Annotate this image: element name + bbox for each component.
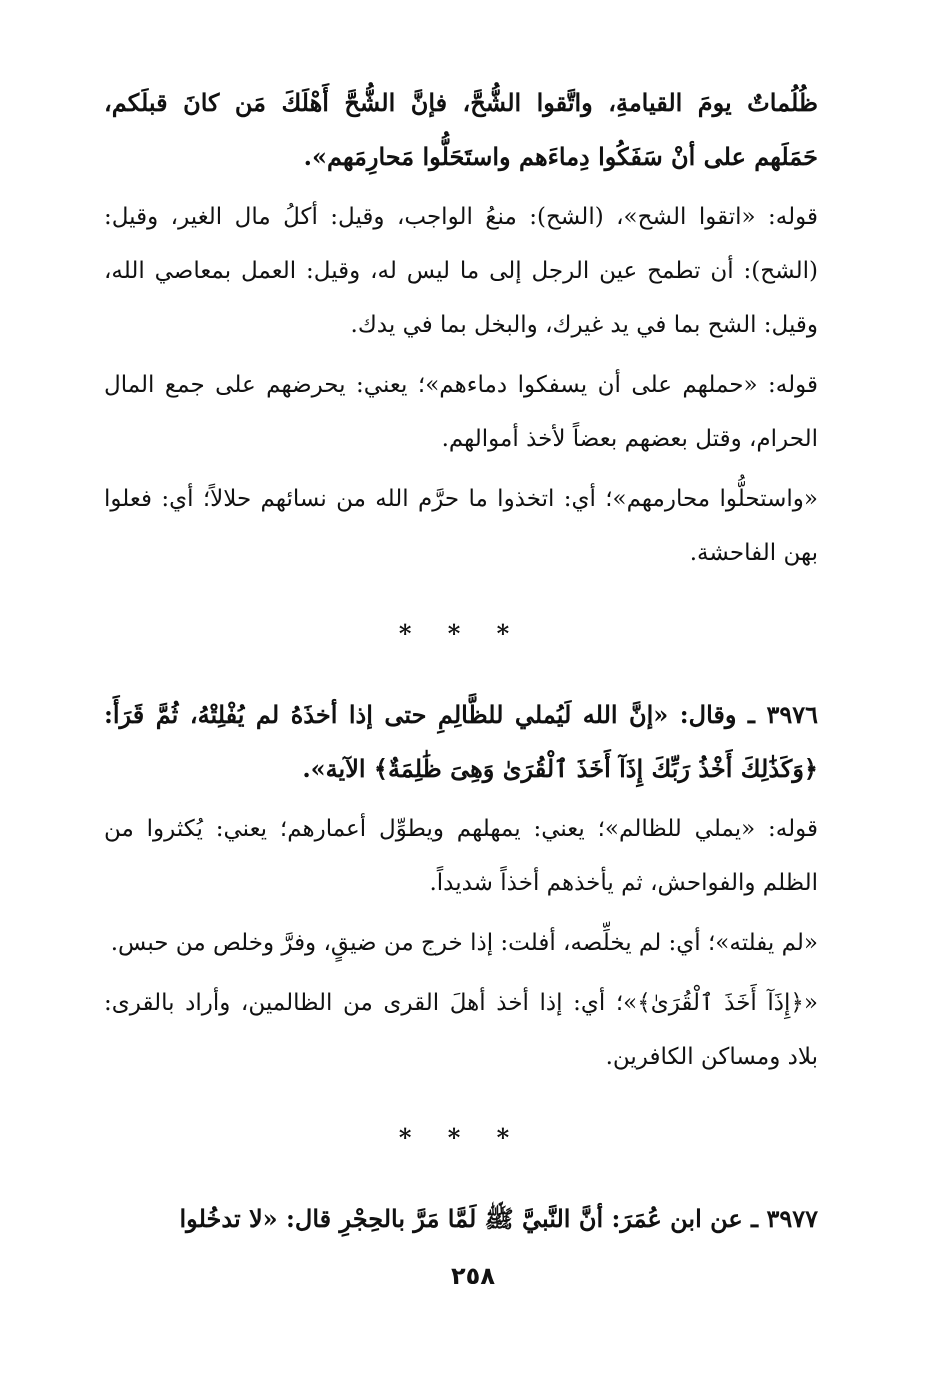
page-number: ٢٥٨ (451, 1262, 495, 1290)
section-separator: * * * (398, 1123, 524, 1152)
paragraph-commentary-shuhh: قوله: «اتقوا الشح»، (الشح): منعُ الواجب، وقيل: أكلُ مال الغير، وقيل: (الشح): أن تطمح عين الرجل إلى ما ليس له، وقيل: العمل بمعاصي الله، وقيل: الشح بما في يد غيرك، والبخل بما في يدك. (104, 204, 818, 338)
section-separator: * * * (398, 619, 524, 648)
hadith-3976: ٣٩٧٦ ـ وقال: «إنَّ الله لَيُملي للظَّالِمِ حتى إذا أخذَهُ لم يُفْلِتْهُ، ثُمَّ قَرَأَ: ﴿وَكَذَٰلِكَ أَخْذُ رَبِّكَ إِذَآ أَخَذَ ٱلْقُرَىٰ وَهِىَ ظَٰلِمَةٌ﴾ الآية». (104, 700, 818, 783)
paragraph-commentary-yumli: قوله: «يملي للظالم»؛ يعني: يمهلهم ويطوِّل أعمارهم؛ يعني: يُكثروا من الظلم والفواحش، ثم يأخذهم أخذاً شديداً. (104, 816, 818, 896)
paragraph-commentary-qura: «﴿إِذَآ أَخَذَ ٱلْقُرَىٰ﴾»؛ أي: إذا أخذ أهلَ القرى من الظالمين، وأراد بالقرى: بلاد ومساكن الكافرين. (104, 990, 818, 1070)
page-body (104, 76, 818, 1252)
paragraph-commentary-istahallu: «واستحلُّوا محارمهم»؛ أي: اتخذوا ما حرَّم الله من نسائهم حلالاً؛ أي: فعلوا بهن الفاحشة. (104, 486, 818, 566)
hadith-3977: ٣٩٧٧ ـ عن ابن عُمَرَ: أنَّ النَّبيَّ ﷺ لَمَّا مَرَّ بالحِجْرِ قال: «لا تدخُلوا (179, 1204, 818, 1233)
paragraph-commentary-hamalahum: قوله: «حملهم على أن يسفكوا دماءهم»؛ يعني: يحرضهم على جمع المال الحرام، وقتل بعضهم بعضاً لأخذ أموالهم. (104, 372, 818, 452)
paragraph-hadith-continuation: ظُلُماتٌ يومَ القيامةِ، واتَّقوا الشُّحَّ، فإنَّ الشُّحَّ أَهْلَكَ مَن كانَ قبلَكم، حَمَلَهم على أنْ سَفَكُوا دِماءَهم واستَحَلُّوا مَحارِمَهم». (104, 88, 818, 171)
paragraph-commentary-yuflithu: «لم يفلته»؛ أي: لم يخلِّصه، أفلت: إذا خرج من ضيقٍ، وفرَّ وخلص من حبس. (110, 930, 818, 956)
